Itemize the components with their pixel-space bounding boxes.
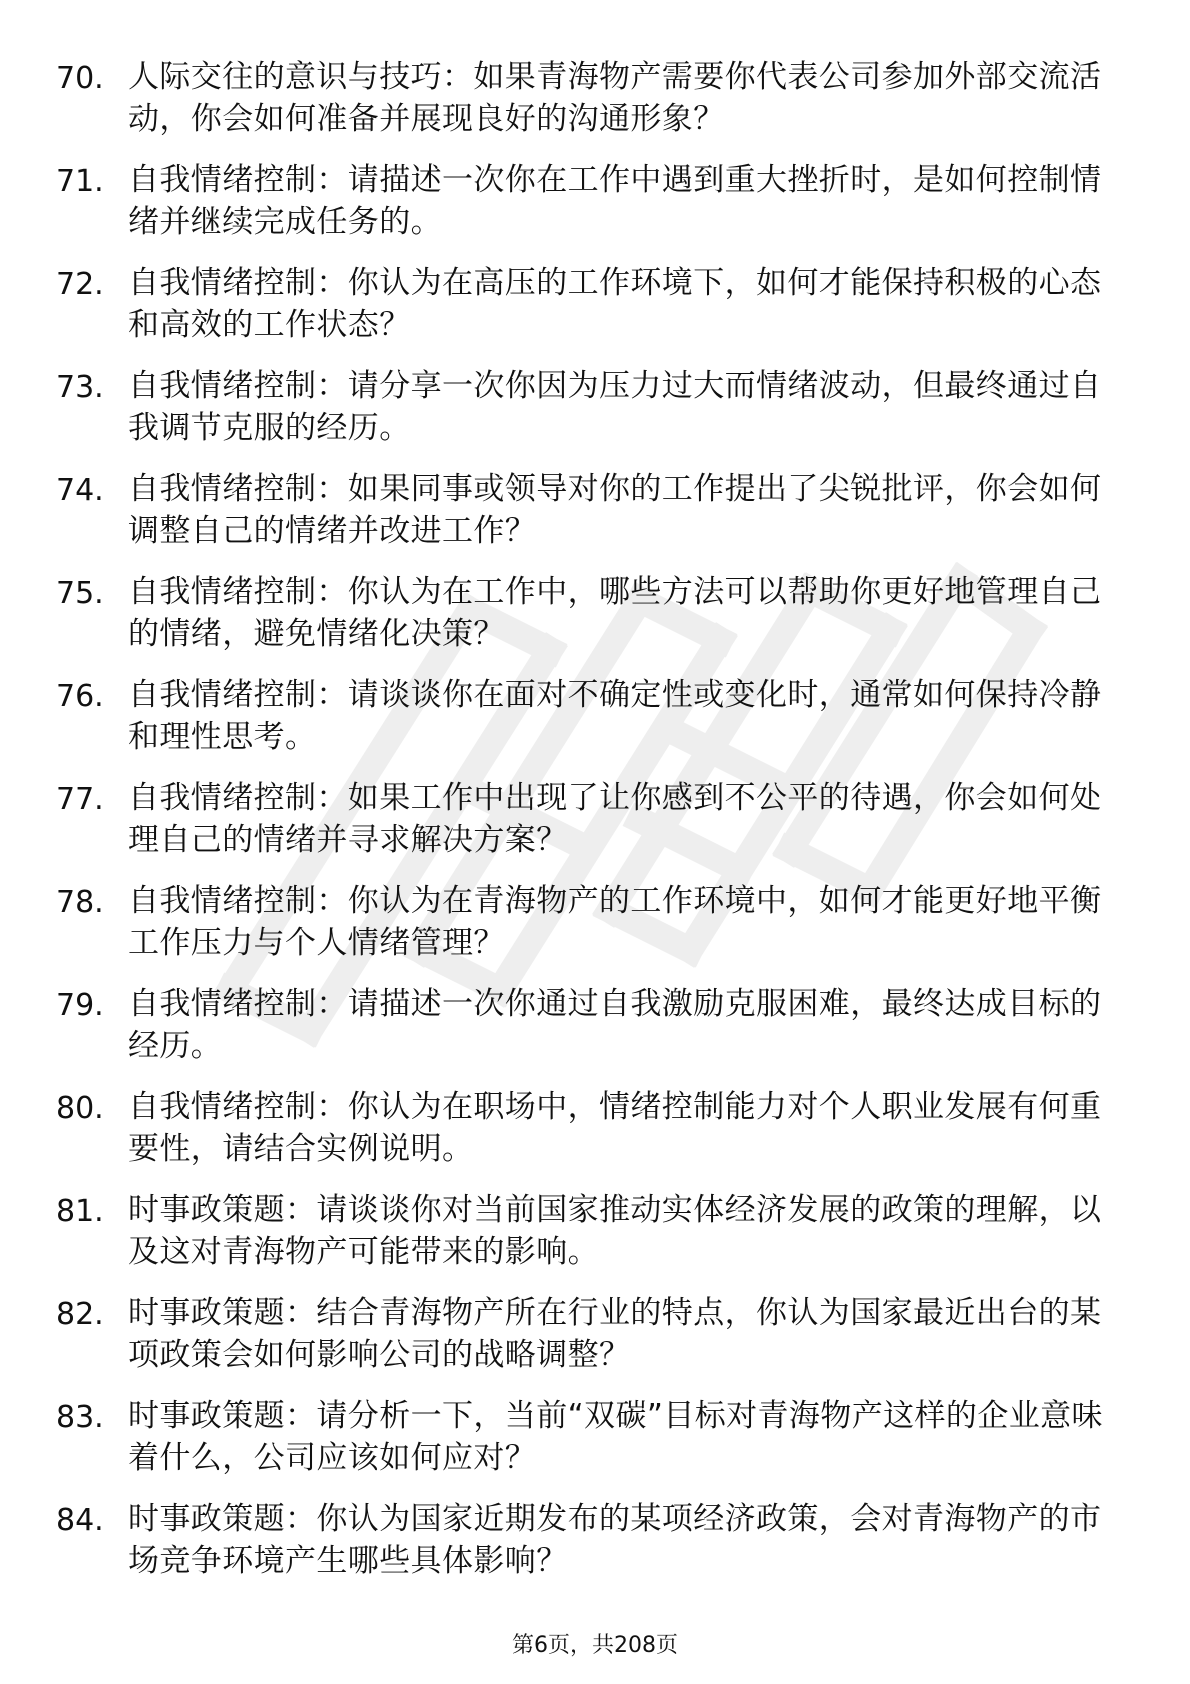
list-item (0, 1389, 1190, 1492)
question-number: 79. (56, 988, 104, 1023)
question-text: 自我情绪控制：如果同事或领导对你的工作提出了尖锐批评，你会如何调整自己的情绪并改进工作？ (128, 471, 1102, 549)
question-text: 时事政策题：请分析一下，当前“双碳”目标对青海物产这样的企业意味着什么，公司应该如何应对？ (128, 1398, 1103, 1476)
question-number: 80. (56, 1091, 104, 1126)
list-item (0, 153, 1190, 256)
question-list (0, 50, 1190, 1595)
question-number: 71. (56, 164, 104, 199)
question-text: 自我情绪控制：请描述一次你通过自我激励克服困难，最终达成目标的经历。 (128, 986, 1102, 1064)
question-number: 70. (56, 61, 104, 96)
list-item (0, 1183, 1190, 1286)
list-item (0, 874, 1190, 977)
question-text: 时事政策题：你认为国家近期发布的某项经济政策，会对青海物产的市场竞争环境产生哪些具体影响？ (128, 1501, 1102, 1579)
question-text: 自我情绪控制：你认为在高压的工作环境下，如何才能保持积极的心态和高效的工作状态？ (128, 265, 1102, 343)
list-item (0, 1286, 1190, 1389)
question-number: 78. (56, 885, 104, 920)
question-number: 84. (56, 1503, 104, 1538)
list-item (0, 668, 1190, 771)
list-item (0, 1492, 1190, 1595)
list-item (0, 1080, 1190, 1183)
question-text: 自我情绪控制：如果工作中出现了让你感到不公平的待遇，你会如何处理自己的情绪并寻求解决方案？ (128, 780, 1102, 858)
list-item (0, 359, 1190, 462)
question-text: 自我情绪控制：请谈谈你在面对不确定性或变化时，通常如何保持冷静和理性思考。 (128, 677, 1102, 755)
list-item (0, 50, 1190, 153)
question-text: 人际交往的意识与技巧：如果青海物产需要你代表公司参加外部交流活动，你会如何准备并展现良好的沟通形象？ (128, 59, 1102, 137)
list-item (0, 771, 1190, 874)
question-number: 76. (56, 679, 104, 714)
question-number: 82. (56, 1297, 104, 1332)
question-number: 75. (56, 576, 104, 611)
question-number: 83. (56, 1400, 104, 1435)
page-footer: 第6页，共208页 (512, 1633, 678, 1658)
question-text: 自我情绪控制：你认为在职场中，情绪控制能力对个人职业发展有何重要性，请结合实例说明。 (128, 1089, 1102, 1167)
question-number: 73. (56, 370, 104, 405)
list-item (0, 256, 1190, 359)
question-text: 自我情绪控制：你认为在青海物产的工作环境中，如何才能更好地平衡工作压力与个人情绪管理？ (128, 883, 1102, 961)
list-item (0, 565, 1190, 668)
question-number: 77. (56, 782, 104, 817)
question-text: 时事政策题：请谈谈你对当前国家推动实体经济发展的政策的理解，以及这对青海物产可能带来的影响。 (128, 1192, 1102, 1270)
question-text: 时事政策题：结合青海物产所在行业的特点，你认为国家最近出台的某项政策会如何影响公司的战略调整？ (128, 1295, 1102, 1373)
question-number: 74. (56, 473, 104, 508)
question-number: 81. (56, 1194, 104, 1229)
question-text: 自我情绪控制：请描述一次你在工作中遇到重大挫折时，是如何控制情绪并继续完成任务的。 (128, 162, 1102, 240)
question-number: 72. (56, 267, 104, 302)
question-text: 自我情绪控制：你认为在工作中，哪些方法可以帮助你更好地管理自己的情绪，避免情绪化决策？ (128, 574, 1102, 652)
list-item (0, 977, 1190, 1080)
list-item (0, 462, 1190, 565)
question-text: 自我情绪控制：请分享一次你因为压力过大而情绪波动，但最终通过自我调节克服的经历。 (128, 368, 1102, 446)
